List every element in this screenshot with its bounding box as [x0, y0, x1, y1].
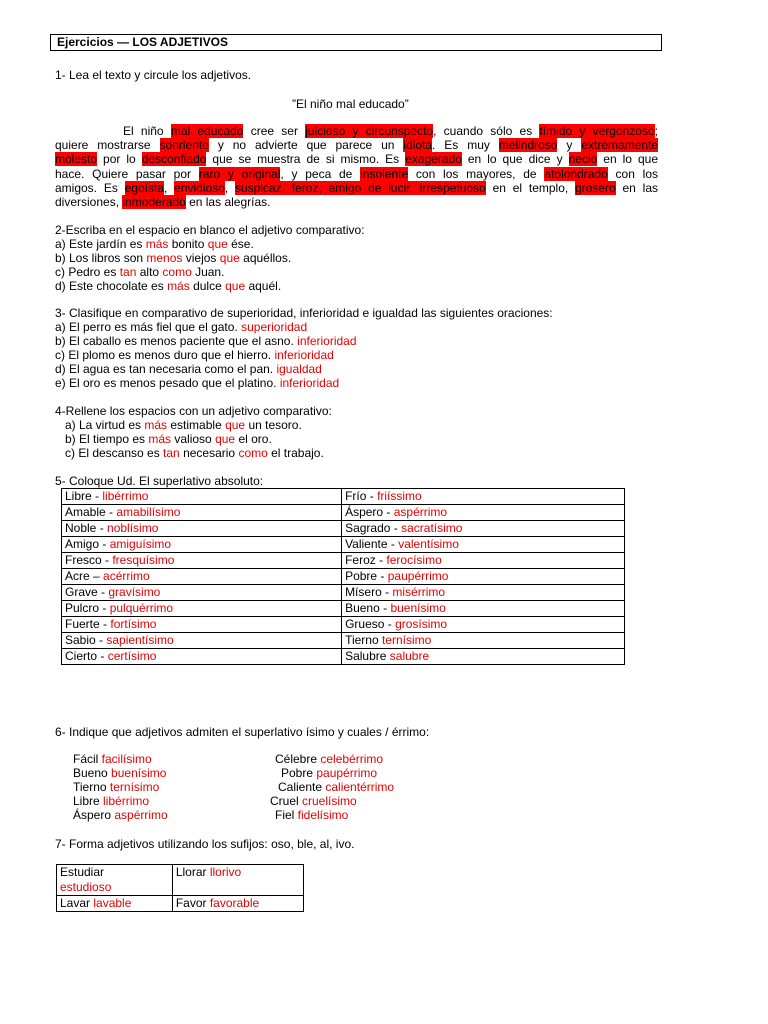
- answer-word: acérrimo: [103, 569, 150, 583]
- superlative-item: [281, 766, 377, 780]
- highlighted-adjective: inmoderado: [122, 194, 186, 209]
- base-word: Valiente -: [345, 537, 399, 551]
- table-row: [62, 569, 625, 585]
- answer-word: superioridad: [241, 320, 308, 334]
- classification-item: [55, 348, 334, 362]
- highlighted-adjective: extremamente: [581, 138, 659, 153]
- table-row: [62, 553, 625, 569]
- story-line: [55, 167, 658, 181]
- highlighted-adjective: tímido y vergonzoso: [539, 124, 655, 138]
- base-word: Bueno: [73, 766, 112, 780]
- answer-word: más: [148, 432, 172, 446]
- sentence-text: b) El caballo es menos paciente que el asno.: [55, 334, 298, 348]
- base-word: Estudiar: [60, 865, 105, 879]
- answer-word: paupérrimo: [387, 569, 449, 583]
- story-text: en las: [615, 180, 658, 195]
- table-row: [57, 896, 304, 912]
- sentence-text: bonito: [168, 237, 208, 251]
- answer-word: ternísimo: [381, 633, 432, 647]
- highlighted-adjective: sonriente: [159, 138, 209, 153]
- answer-word: aspérrimo: [393, 505, 448, 519]
- story-line: [55, 138, 658, 152]
- superlative-item: [73, 766, 166, 780]
- base-word: Noble -: [65, 521, 108, 535]
- answer-word: tan: [163, 446, 180, 460]
- table-row: [62, 601, 625, 617]
- answer-word: pulquérrimo: [109, 601, 174, 615]
- base-word: Favor: [175, 896, 210, 910]
- story-text: ,: [224, 180, 235, 195]
- base-word: Bueno -: [345, 601, 391, 615]
- story-text: ;: [654, 124, 658, 138]
- answer-word: grosísimo: [395, 617, 448, 631]
- answer-word: favorable: [209, 896, 260, 910]
- story-text: amigos. Es: [55, 180, 125, 195]
- story-text: y: [557, 138, 582, 153]
- answer-word: más: [167, 279, 190, 293]
- table-cell: [62, 537, 342, 553]
- story-text: quiere mostrarse: [55, 138, 160, 153]
- table-cell: [172, 865, 303, 896]
- answer-word: amiguísimo: [109, 537, 172, 551]
- answer-word: fortísimo: [110, 617, 157, 631]
- table-row: [62, 489, 625, 505]
- superlative-item: [73, 752, 152, 766]
- answer-word: lavable: [93, 896, 132, 910]
- story-text: con los: [607, 166, 658, 181]
- base-word: Tierno: [73, 780, 110, 794]
- table-row: [62, 505, 625, 521]
- answer-word: que: [225, 418, 246, 432]
- sentence-text: e) El oro es menos pesado que el platino.: [55, 376, 280, 390]
- base-word: Fiel: [275, 808, 298, 822]
- answer-word: como: [162, 265, 192, 279]
- story-title: ”El niño mal educado”: [292, 97, 409, 111]
- answer-word: paupérrimo: [316, 766, 378, 780]
- table-row: [62, 617, 625, 633]
- answer-word: celebérrimo: [320, 752, 384, 766]
- answer-word: cruelísimo: [302, 794, 357, 808]
- highlighted-adjective: exagerado: [405, 152, 462, 167]
- sentence-text: a) Este jardín es: [55, 237, 146, 251]
- base-word: Lavar: [60, 896, 94, 910]
- base-word: Tierno: [345, 633, 382, 647]
- base-word: Acre –: [65, 569, 104, 583]
- superlative-item: [278, 780, 394, 794]
- story-text: diversiones,: [55, 194, 123, 209]
- table-row: [62, 633, 625, 649]
- suffix-table: [56, 864, 304, 912]
- answer-word: fidelísimo: [297, 808, 349, 822]
- superlative-item: [73, 794, 149, 808]
- highlighted-adjective: desconfiado: [141, 152, 207, 167]
- story-text: , y peca de: [280, 166, 361, 181]
- sentence-text: dulce: [189, 279, 226, 293]
- answer-word: más: [144, 418, 168, 432]
- story-line: [55, 195, 658, 209]
- worksheet-title-text: Ejercicios — LOS ADJETIVOS: [57, 35, 228, 49]
- answer-word: valentísimo: [398, 537, 459, 551]
- story-text: por lo: [97, 152, 142, 167]
- answer-word: ferocísimo: [386, 553, 442, 567]
- answer-word: fresquísimo: [112, 553, 175, 567]
- sentence-text: d) Este chocolate es: [55, 279, 168, 293]
- table-cell: [342, 649, 625, 665]
- base-word: Amable -: [65, 505, 117, 519]
- base-word: Sabio -: [65, 633, 107, 647]
- superlative-item: [275, 752, 383, 766]
- exercise-item: [55, 251, 291, 265]
- superlative-item: [275, 808, 348, 822]
- answer-word: menos: [146, 251, 183, 265]
- answer-word: que: [207, 237, 228, 251]
- sentence-text: valioso: [171, 432, 216, 446]
- table-cell: [342, 505, 625, 521]
- answer-word: sacratísimo: [401, 521, 463, 535]
- base-word: Áspero: [73, 808, 115, 822]
- sentence-text: Juan.: [191, 265, 225, 279]
- base-word: Fácil: [73, 752, 102, 766]
- highlighted-adjective: molesto: [55, 152, 98, 167]
- sentence-text: a) El perro es más fiel que el gato.: [55, 320, 242, 334]
- answer-word: inferioridad: [279, 376, 340, 390]
- base-word: Grueso -: [345, 617, 396, 631]
- base-word: Llorar: [175, 865, 210, 879]
- exercise-item: [55, 279, 281, 293]
- table-cell: [342, 553, 625, 569]
- base-word: Cruel: [270, 794, 303, 808]
- answer-word: que: [225, 279, 246, 293]
- story-text: en lo que: [597, 152, 658, 167]
- story-text: en las alegrías.: [185, 194, 271, 209]
- sentence-text: aquél.: [245, 279, 282, 293]
- answer-word: amabilísimo: [116, 505, 181, 519]
- superlative-item: [270, 794, 357, 808]
- table-cell: [172, 896, 303, 912]
- sentence-text: estimable: [167, 418, 226, 432]
- answer-word: sapientísimo: [106, 633, 174, 647]
- highlighted-adjective: melindroso: [498, 138, 558, 153]
- answer-word: misérrimo: [392, 585, 446, 599]
- story-text: . Es muy: [432, 138, 499, 153]
- ex2-instruction: 2-Escriba en el espacio en blanco el adjetivo comparativo:: [55, 223, 365, 237]
- table-row: [62, 585, 625, 601]
- highlighted-adjective: grosero: [575, 180, 616, 195]
- table-cell: [62, 553, 342, 569]
- answer-word: buenísimo: [111, 766, 167, 780]
- answer-word: certísimo: [107, 649, 157, 663]
- answer-word: libérrimo: [103, 794, 150, 808]
- sentence-text: c) El descanso es: [65, 446, 164, 460]
- sentence-text: el trabajo.: [267, 446, 324, 460]
- highlighted-adjective: envidioso: [174, 180, 225, 195]
- answer-word: noblísimo: [107, 521, 159, 535]
- table-cell: [62, 633, 342, 649]
- table-cell: [62, 569, 342, 585]
- table-cell: [342, 585, 625, 601]
- highlighted-adjective: idiota: [403, 138, 433, 153]
- base-word: Célebre: [275, 752, 321, 766]
- ex7-instruction: 7- Forma adjetivos utilizando los sufijos: oso, ble, al, ivo.: [55, 837, 355, 851]
- worksheet-title: [50, 34, 662, 51]
- base-word: Cierto -: [65, 649, 108, 663]
- classification-item: [55, 320, 307, 334]
- sentence-text: c) El plomo es menos duro que el hierro.: [55, 348, 275, 362]
- exercise-item: [55, 237, 254, 251]
- answer-word: aspérrimo: [114, 808, 168, 822]
- story-text: con los mayores, de: [408, 166, 545, 181]
- answer-word: como: [238, 446, 268, 460]
- answer-word: ternísimo: [109, 780, 160, 794]
- base-word: Amigo -: [65, 537, 110, 551]
- sentence-text: ése.: [227, 237, 254, 251]
- table-row: [57, 865, 304, 896]
- highlighted-adjective: necio: [568, 152, 598, 167]
- base-word: Pulcro -: [65, 601, 110, 615]
- table-cell: [342, 617, 625, 633]
- base-word: Sagrado -: [345, 521, 402, 535]
- table-row: [62, 537, 625, 553]
- answer-word: friíssimo: [377, 489, 422, 503]
- base-word: Fresco -: [65, 553, 113, 567]
- table-cell: [342, 601, 625, 617]
- answer-word: salubre: [389, 649, 430, 663]
- answer-word: llorivo: [209, 865, 242, 879]
- story-text: cree ser: [243, 124, 306, 138]
- exercise-item: [65, 418, 302, 432]
- answer-word: inferioridad: [274, 348, 334, 362]
- base-word: Grave -: [65, 585, 109, 599]
- ex1-instruction: 1- Lea el texto y circule los adjetivos.: [55, 68, 252, 82]
- answer-word: libérrimo: [102, 489, 149, 503]
- exercise-item: [65, 432, 272, 446]
- story-paragraph: [55, 124, 658, 209]
- sentence-text: necesario: [179, 446, 239, 460]
- base-word: Libre: [73, 794, 104, 808]
- base-word: Mísero -: [345, 585, 393, 599]
- table-row: [62, 649, 625, 665]
- superlative-item: [73, 808, 168, 822]
- ex5-instruction: 5- Coloque Ud. El superlativo absoluto:: [55, 474, 264, 488]
- base-word: Feroz -: [345, 553, 387, 567]
- sentence-text: alto: [136, 265, 163, 279]
- answer-word: estudioso: [60, 880, 112, 894]
- classification-item: [55, 376, 339, 390]
- highlighted-adjective: suspicaz, feroz, amigo de lucir, irrespetuoso: [234, 180, 486, 195]
- table-cell: [342, 521, 625, 537]
- exercise-item: [65, 446, 324, 460]
- base-word: Caliente: [278, 780, 326, 794]
- table-cell: [342, 537, 625, 553]
- story-line: [55, 124, 658, 138]
- highlighted-adjective: raro y original: [198, 166, 281, 181]
- story-text: hace. Quiere pasar por: [55, 166, 199, 181]
- ex4-instruction: 4-Rellene los espacios con un adjetivo comparativo:: [55, 404, 332, 418]
- story-line: [55, 152, 658, 166]
- base-word: Frío -: [345, 489, 378, 503]
- story-line: [55, 181, 658, 195]
- sentence-text: un tesoro.: [245, 418, 302, 432]
- sentence-text: aquéllos.: [239, 251, 292, 265]
- base-word: Áspero -: [345, 505, 394, 519]
- table-cell: [62, 505, 342, 521]
- answer-word: gravísimo: [108, 585, 161, 599]
- answer-word: calientérrimo: [325, 780, 395, 794]
- table-cell: [342, 633, 625, 649]
- answer-word: que: [215, 432, 236, 446]
- sentence-text: viejos: [182, 251, 220, 265]
- table-cell: [342, 489, 625, 505]
- table-cell: [62, 585, 342, 601]
- table-cell: [62, 649, 342, 665]
- exercise-item: [55, 265, 224, 279]
- highlighted-adjective: egoísta: [124, 180, 164, 195]
- base-word: Fuerte -: [65, 617, 111, 631]
- table-cell: [342, 569, 625, 585]
- answer-word: buenísimo: [390, 601, 446, 615]
- highlighted-adjective: juicioso y circunspecto: [305, 124, 434, 138]
- classification-item: [55, 362, 322, 376]
- highlighted-adjective: mal educado: [170, 124, 244, 138]
- table-cell: [57, 865, 173, 896]
- superlative-table: [61, 488, 625, 665]
- ex6-instruction: 6- Indique que adjetivos admiten el superlativo ísimo y cuales / érrimo:: [55, 725, 430, 739]
- base-word: Pobre: [281, 766, 317, 780]
- sentence-text: el oro.: [235, 432, 272, 446]
- ex3-instruction: 3- Clasifique en comparativo de superioridad, inferioridad e igualdad las siguientes oraciones:: [55, 306, 553, 320]
- sentence-text: c) Pedro es: [55, 265, 120, 279]
- base-word: Libre -: [65, 489, 103, 503]
- highlighted-adjective: insolente: [360, 166, 409, 181]
- base-word: Salubre: [345, 649, 390, 663]
- table-cell: [62, 521, 342, 537]
- table-cell: [57, 896, 173, 912]
- answer-word: facilísimo: [101, 752, 152, 766]
- answer-word: que: [219, 251, 240, 265]
- sentence-text: a) La virtud es: [65, 418, 145, 432]
- sentence-text: b) El tiempo es: [65, 432, 149, 446]
- table-row: [62, 521, 625, 537]
- story-text: El niño: [123, 124, 171, 138]
- answer-word: tan: [119, 265, 137, 279]
- sentence-text: b) Los libros son: [55, 251, 147, 265]
- sentence-text: d) El agua es tan necesaria como el pan.: [55, 362, 277, 376]
- answer-word: inferioridad: [297, 334, 357, 348]
- story-text: en lo que dice y: [461, 152, 569, 167]
- highlighted-adjective: atolondrado: [544, 166, 608, 181]
- superlative-item: [73, 780, 159, 794]
- classification-item: [55, 334, 357, 348]
- answer-word: más: [145, 237, 169, 251]
- table-cell: [62, 601, 342, 617]
- story-text: en el templo,: [485, 180, 576, 195]
- story-text: ,: [164, 180, 175, 195]
- story-text: y no advierte que parece un: [208, 138, 404, 153]
- answer-word: igualdad: [276, 362, 322, 376]
- story-text: que se muestra de si mismo. Es: [206, 152, 406, 167]
- table-cell: [62, 489, 342, 505]
- story-text: , cuando sólo es: [433, 124, 540, 138]
- table-cell: [62, 617, 342, 633]
- base-word: Pobre -: [345, 569, 388, 583]
